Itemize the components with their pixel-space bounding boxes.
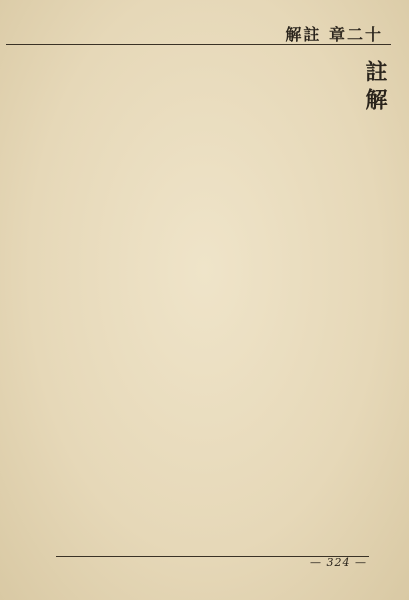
annotation-body <box>9 64 359 534</box>
page-number: — 324 — <box>310 556 367 569</box>
running-head: 解註 章二十 <box>285 25 383 44</box>
section-title: 註解 <box>362 60 388 116</box>
header-rule <box>6 44 391 45</box>
